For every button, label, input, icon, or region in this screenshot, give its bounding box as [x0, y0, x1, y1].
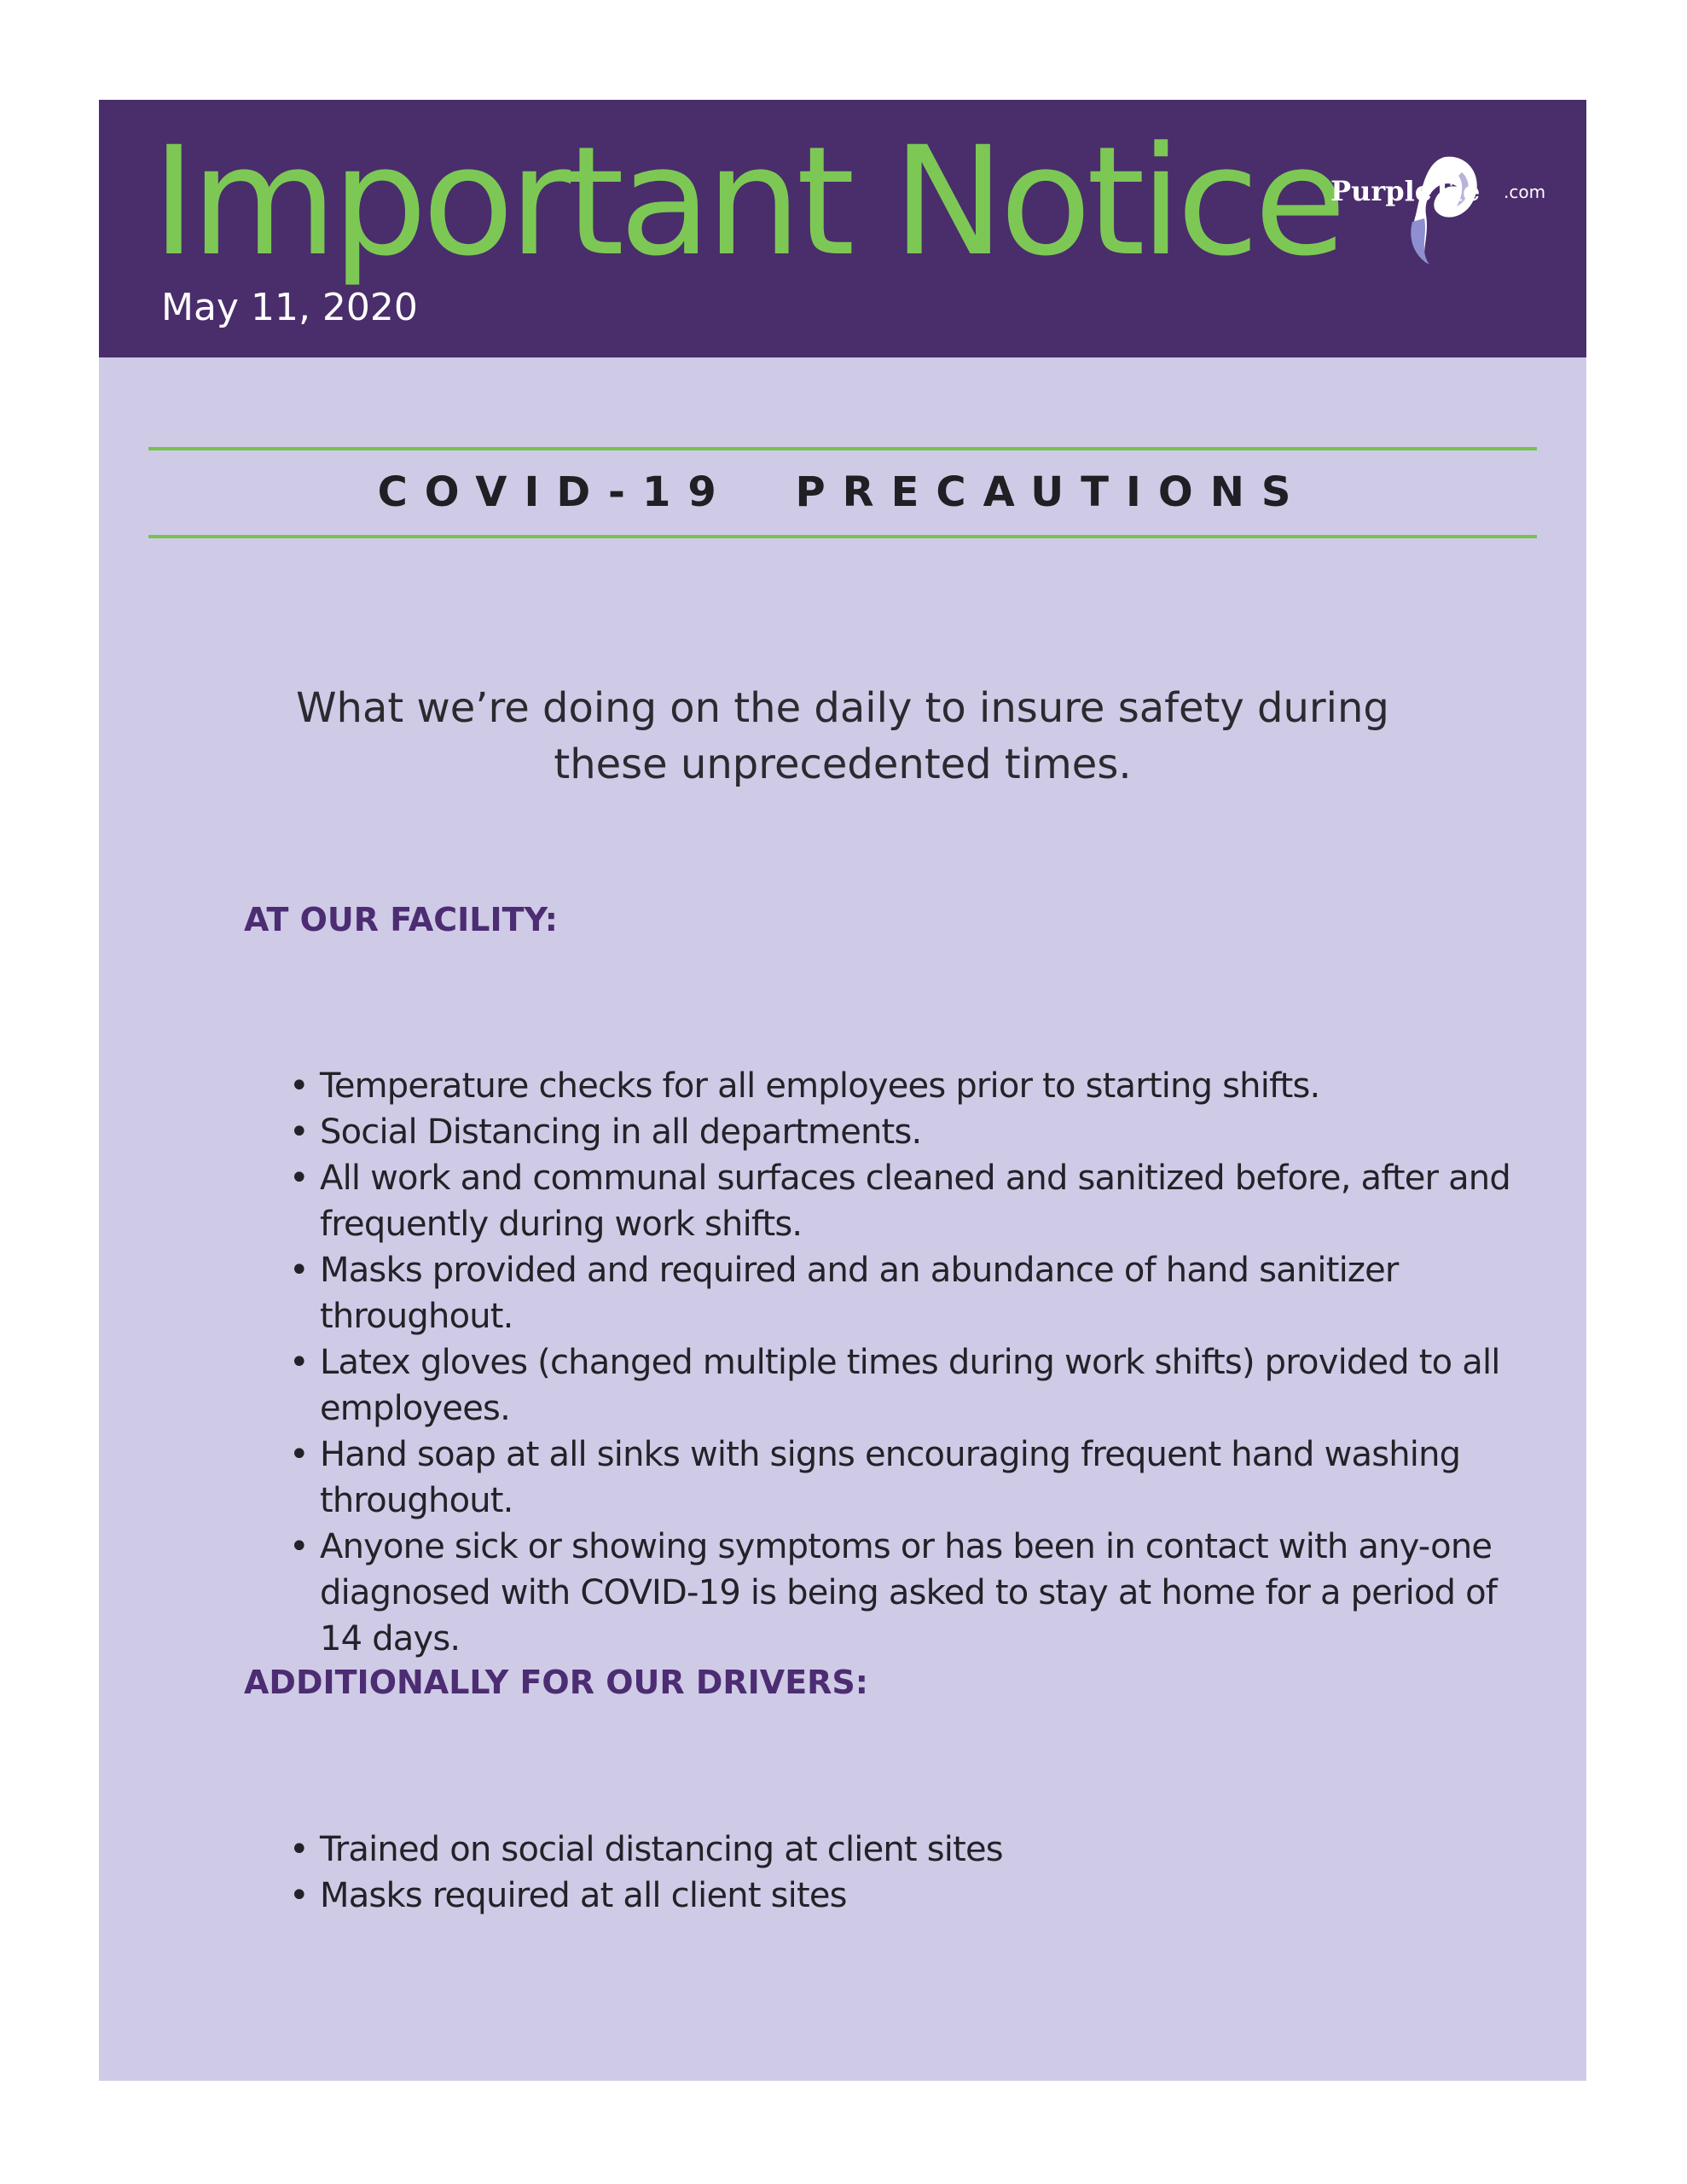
section-banner: COVID-19 PRECAUTIONS [377, 468, 1308, 516]
list-item-text: Temperature checks for all employees prior to starting shifts. [320, 1066, 1320, 1106]
list-item [289, 1524, 1531, 1662]
list-item-text: Social Distancing in all departments. [320, 1112, 922, 1152]
list-item-text: All work and communal surfaces cleaned and sanitized before, after and frequently during work shifts. [320, 1159, 1510, 1244]
bullet-icon: • [289, 1112, 309, 1152]
list-item [289, 1109, 1531, 1155]
facility-list [289, 1063, 1531, 1662]
bullet-icon: • [289, 1527, 309, 1566]
list-item [289, 1063, 1531, 1109]
list-item [289, 1873, 1531, 1919]
bullet-icon: • [289, 1159, 309, 1198]
list-item [289, 1155, 1531, 1247]
header-banner [99, 100, 1586, 357]
bullet-icon: • [289, 1343, 309, 1382]
bullet-icon: • [289, 1876, 309, 1915]
drivers-heading: ADDITIONALLY FOR OUR DRIVERS: [244, 1664, 869, 1701]
bullet-icon: • [289, 1830, 309, 1869]
list-item-text: Masks required at all client sites [320, 1876, 847, 1915]
logo-domain: .com [1504, 182, 1546, 202]
facility-heading: AT OUR FACILITY: [244, 901, 558, 938]
notice-date: May 11, 2020 [161, 286, 418, 329]
intro-statement: What we’re doing on the daily to insure safety during these unprecedented times. [296, 684, 1389, 788]
notice-card [99, 100, 1586, 2081]
purpletie-logo [1317, 147, 1556, 266]
page-title: Important Notice [152, 114, 1342, 289]
green-divider-bottom [148, 535, 1537, 538]
bullet-icon: • [289, 1435, 309, 1474]
list-item [289, 1432, 1531, 1524]
list-item-text: Anyone sick or showing symptoms or has been in contact with any-one diagnosed with COVID-19 is being asked to stay at home for a period of 14 days. [320, 1527, 1498, 1658]
list-item-text: Masks provided and required and an abundance of hand sanitizer throughout. [320, 1251, 1399, 1336]
list-item-text: Hand soap at all sinks with signs encouraging frequent hand washing throughout. [320, 1435, 1461, 1520]
list-item-text: Latex gloves (changed multiple times during work shifts) provided to all employees. [320, 1343, 1500, 1428]
logo-wordmark: PurpleTie [1330, 175, 1481, 207]
list-item [289, 1247, 1531, 1339]
drivers-list [289, 1827, 1531, 1919]
bullet-icon: • [289, 1066, 309, 1106]
bullet-icon: • [289, 1251, 309, 1290]
green-divider-top [148, 447, 1537, 450]
list-item [289, 1339, 1531, 1432]
list-item-text: Trained on social distancing at client sites [320, 1830, 1003, 1869]
list-item [289, 1827, 1531, 1873]
